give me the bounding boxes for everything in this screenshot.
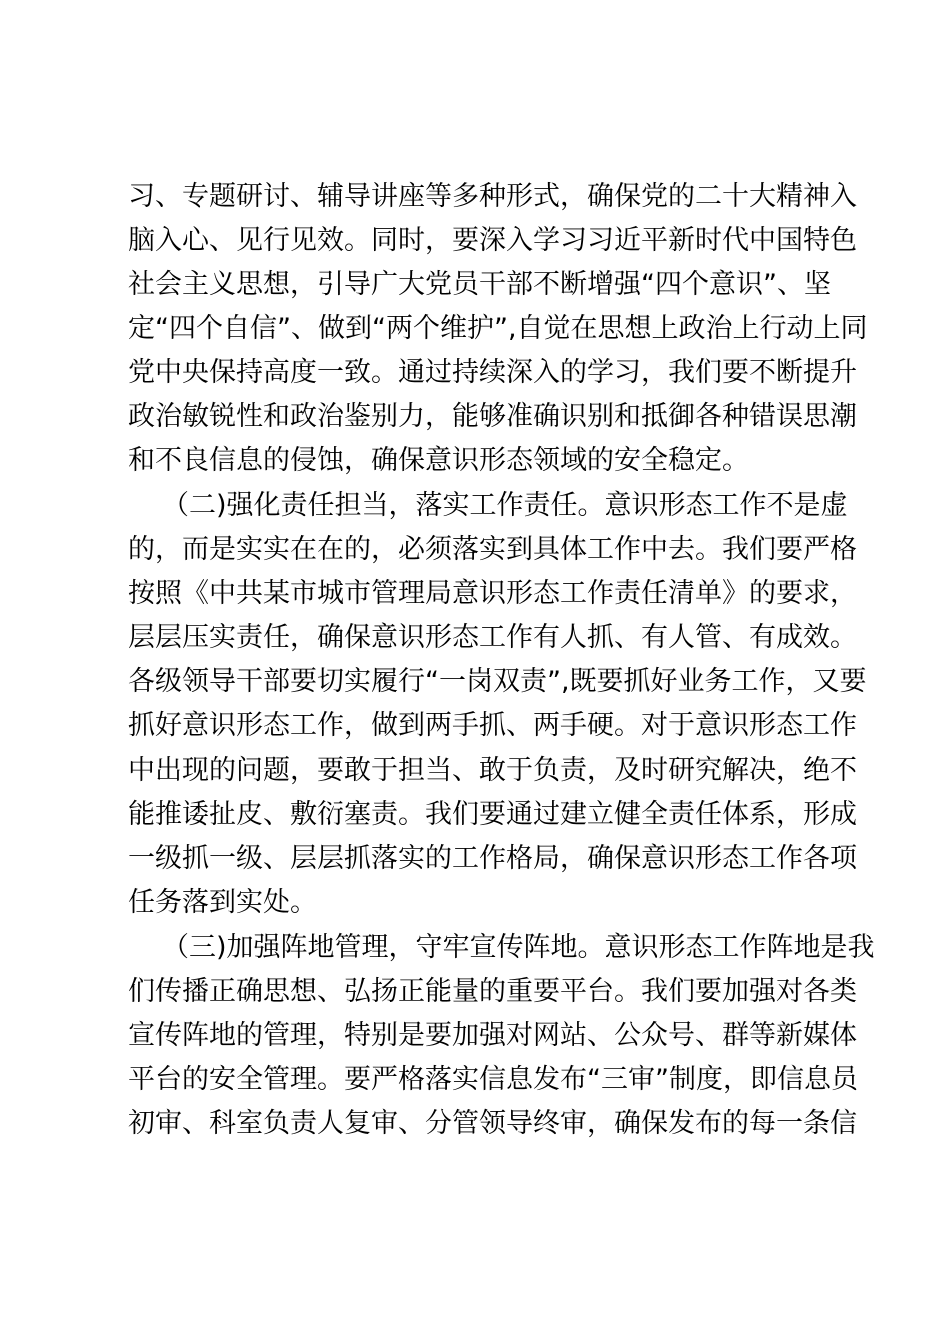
text-line: 一级抓一级、层层抓落实的工作格局，确保意识形态工作各项 bbox=[128, 843, 857, 874]
text-line: 习、专题研讨、辅导讲座等多种形式，确保党的二十大精神入 bbox=[128, 181, 857, 212]
text-line: 宣传阵地的管理，特别是要加强对网站、公众号、群等新媒体 bbox=[128, 1020, 857, 1051]
text-line: 抓好意识形态工作，做到两手抓、两手硬。对于意识形态工作 bbox=[128, 710, 857, 741]
text-line: 任务落到实处。 bbox=[128, 887, 317, 918]
text-line: 按照《中共某市城市管理局意识形态工作责任清单》的要求， bbox=[128, 578, 857, 609]
text-line: 中出现的问题，要敢于担当、敢于负责，及时研究解决，绝不 bbox=[128, 755, 857, 786]
text-line: 的，而是实实在在的，必须落实到具体工作中去。我们要严格 bbox=[128, 534, 857, 565]
text-line: 层层压实责任，确保意识形态工作有人抓、有人管、有成效。 bbox=[128, 622, 857, 653]
text-line: 党中央保持高度一致。通过持续深入的学习，我们要不断提升 bbox=[128, 357, 857, 388]
text-line: 定“四个自信”、做到“两个维护”,自觉在思想上政治上行动上同 bbox=[128, 313, 868, 344]
text-line: 社会主义思想，引导广大党员干部不断增强“四个意识”、坚 bbox=[128, 269, 831, 300]
text-line: 平台的安全管理。要严格落实信息发布“三审”制度，即信息员 bbox=[128, 1064, 858, 1095]
text-line: 各级领导干部要切实履行“一岗双责”,既要抓好业务工作，又要 bbox=[128, 666, 867, 697]
paragraph-heading-3: （三)加强阵地管理，守牢宣传阵地。意识形态工作阵地是我 bbox=[162, 932, 875, 963]
text-line: 政治敏锐性和政治鉴别力，能够准确识别和抵御各种错误思潮 bbox=[128, 401, 857, 432]
text-line: 和不良信息的侵蚀，确保意识形态领域的安全稳定。 bbox=[128, 445, 749, 476]
paragraph-heading-2: （二)强化责任担当，落实工作责任。意识形态工作不是虚 bbox=[162, 490, 848, 521]
text-line: 们传播正确思想、弘扬正能量的重要平台。我们要加强对各类 bbox=[128, 976, 857, 1007]
text-line: 脑入心、见行见效。同时，要深入学习习近平新时代中国特色 bbox=[128, 225, 857, 256]
text-line: 初审、科室负责人复审、分管领导终审，确保发布的每一条信 bbox=[128, 1108, 857, 1139]
text-line: 能推诿扯皮、敷衍塞责。我们要通过建立健全责任体系，形成 bbox=[128, 799, 857, 830]
